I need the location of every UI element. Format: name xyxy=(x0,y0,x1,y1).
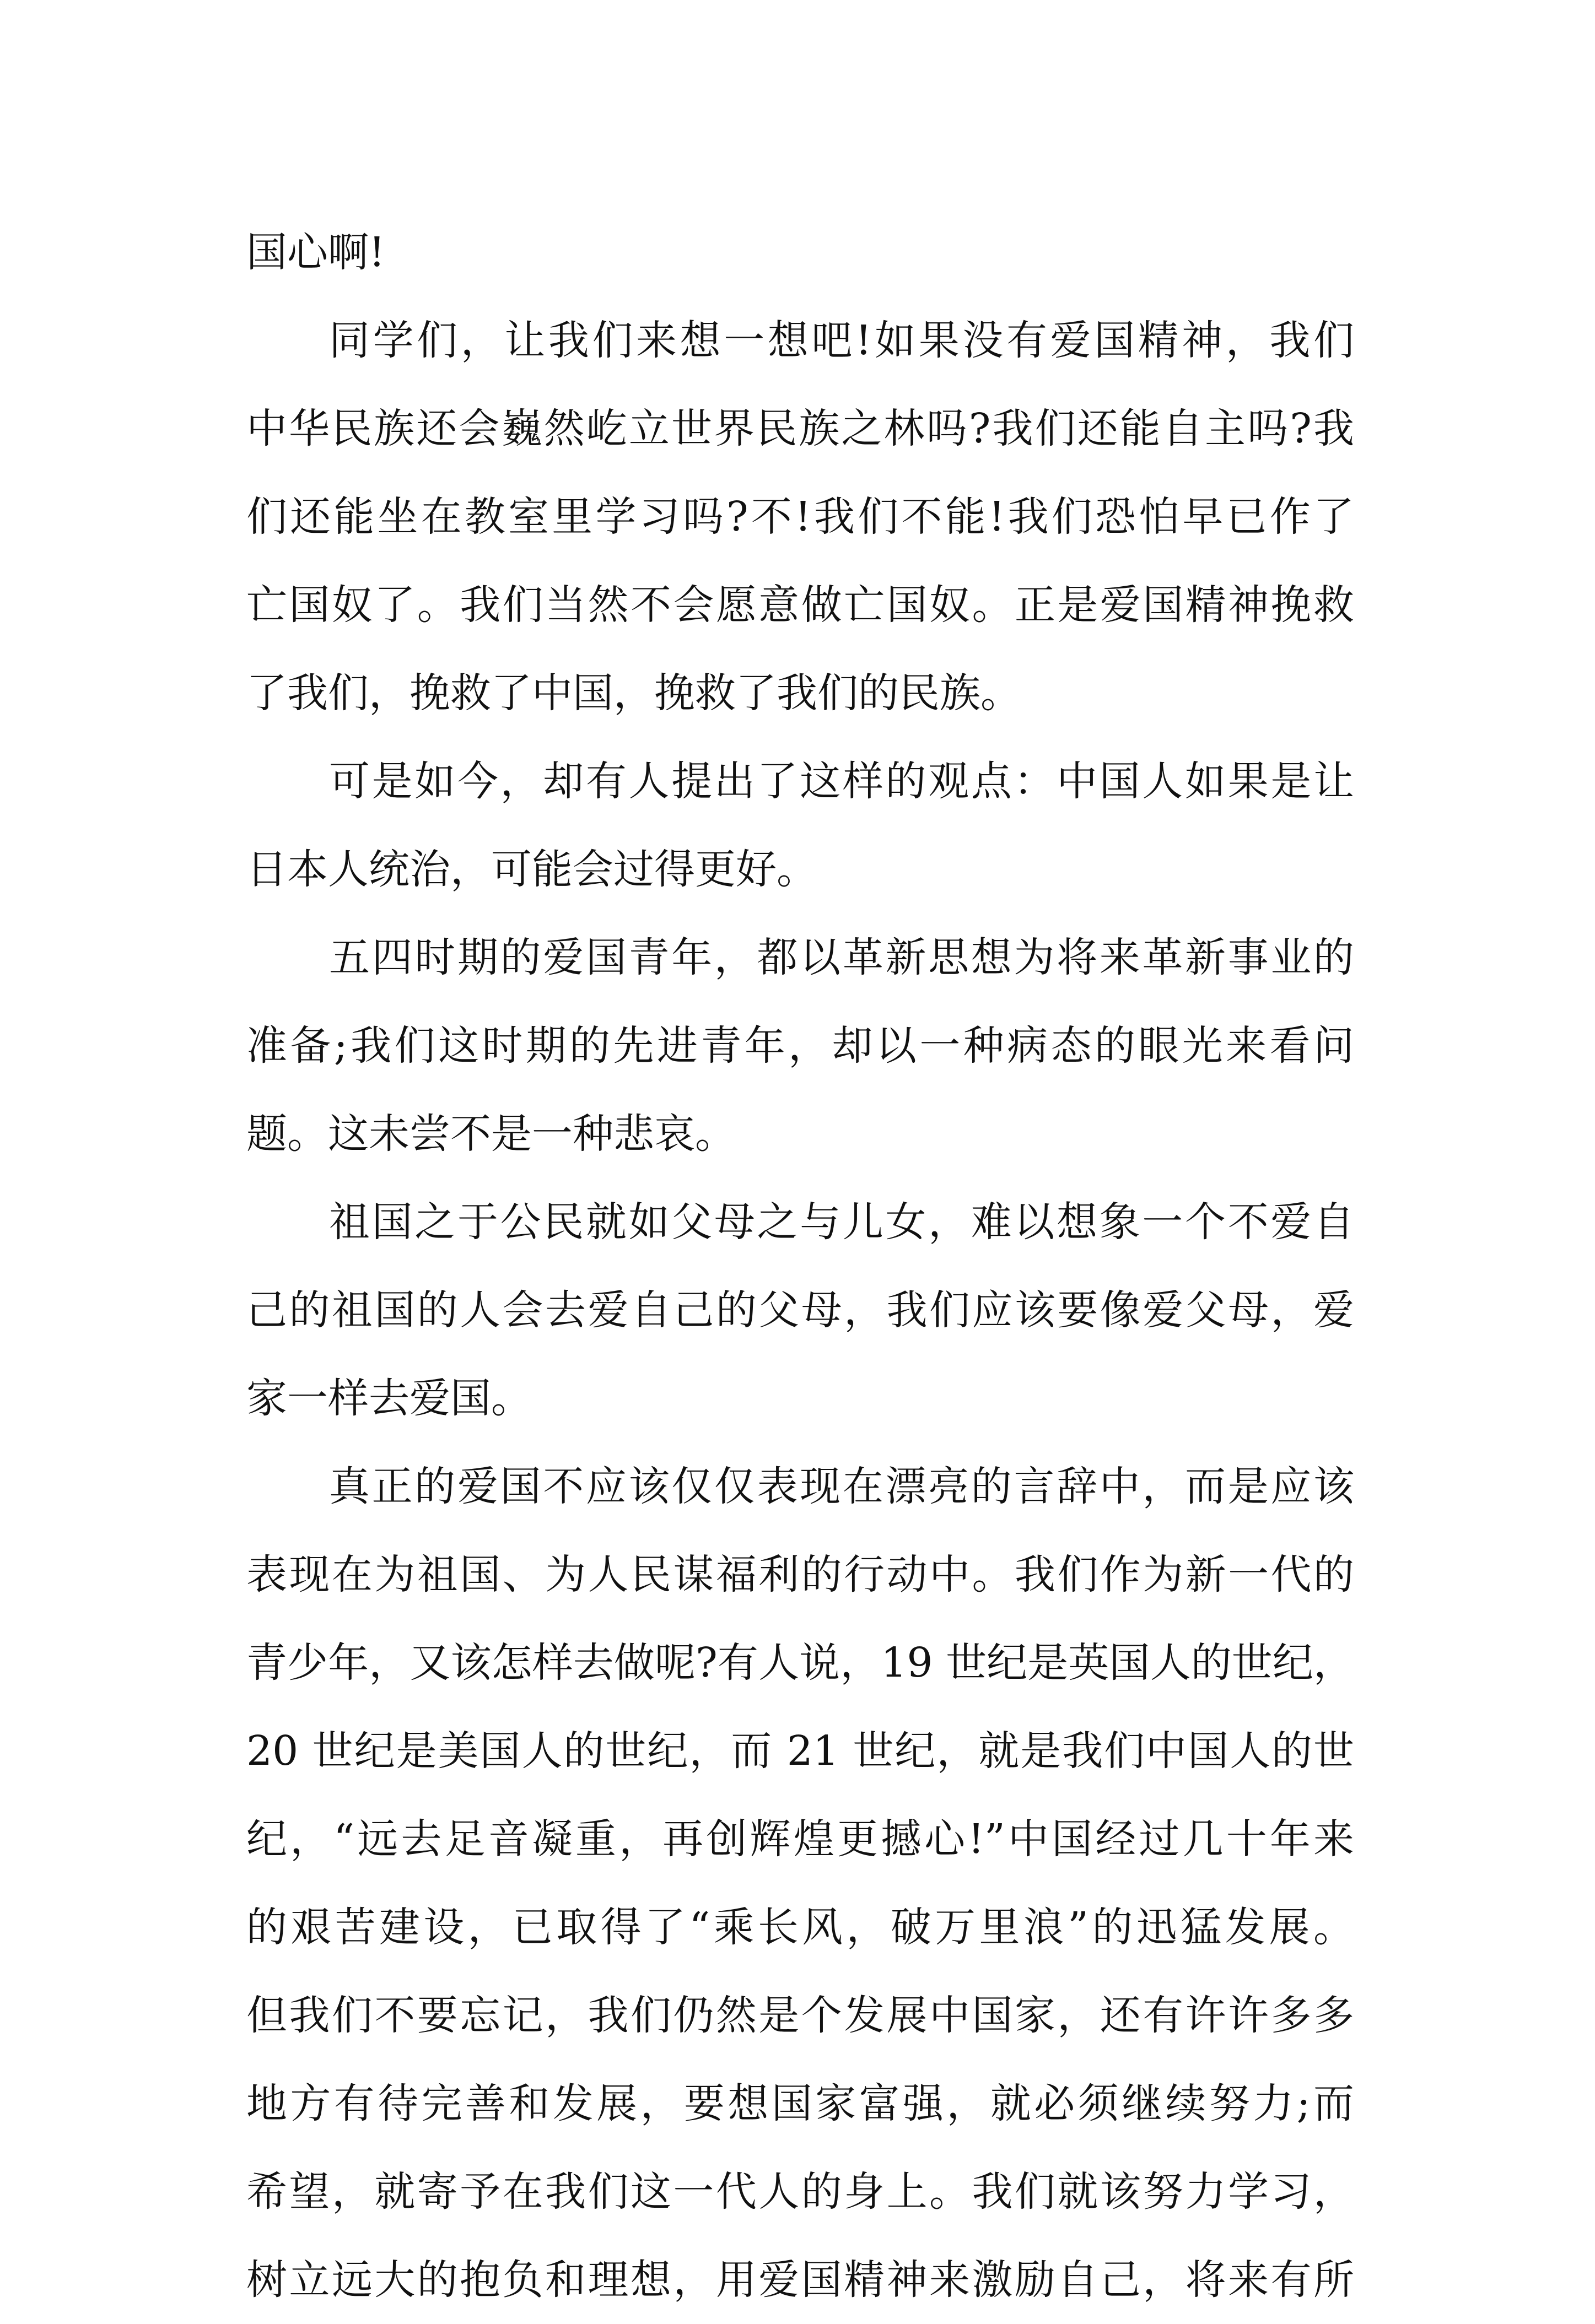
text-line: 地方有待完善和发展，要想国家富强，就必须继续努力;而 xyxy=(246,2080,1354,2127)
text-line: 己的祖国的人会去爱自己的父母，我们应该要像爱父母，爱 xyxy=(246,1287,1354,1334)
text-line: 亡国奴了。我们当然不会愿意做亡国奴。正是爱国精神挽救 xyxy=(246,581,1354,629)
text-line: 国心啊! xyxy=(246,229,385,276)
text-line: 20 世纪是美国人的世纪，而 21 世纪，就是我们中国人的世 xyxy=(246,1727,1354,1775)
document-body xyxy=(246,208,1354,2324)
text-line: 们还能坐在教室里学习吗?不!我们不能!我们恐怕早已作了 xyxy=(246,493,1354,541)
text-line: 纪，“远去足音凝重，再创辉煌更撼心!”中国经过几十年来 xyxy=(246,1815,1354,1863)
text-line: 希望，就寄予在我们这一代人的身上。我们就该努力学习， xyxy=(246,2168,1354,2215)
text-line: 日本人统治，可能会过得更好。 xyxy=(246,846,817,893)
text-line: 五四时期的爱国青年，都以革新思想为将来革新事业的 xyxy=(329,934,1354,981)
text-line: 中华民族还会巍然屹立世界民族之林吗?我们还能自主吗?我 xyxy=(246,405,1354,452)
text-line: 青少年，又该怎样去做呢?有人说，19 世纪是英国人的世纪， xyxy=(246,1639,1354,1687)
text-line: 同学们，让我们来想一想吧!如果没有爱国精神，我们 xyxy=(329,317,1354,364)
text-line: 表现在为祖国、为人民谋福利的行动中。我们作为新一代的 xyxy=(246,1551,1354,1598)
text-line: 准备;我们这时期的先进青年，却以一种病态的眼光来看问 xyxy=(246,1022,1354,1069)
text-line: 祖国之于公民就如父母之与儿女，难以想象一个不爱自 xyxy=(329,1198,1354,1246)
text-line: 家一样去爱国。 xyxy=(246,1375,532,1422)
text-line: 树立远大的抱负和理想，用爱国精神来激励自己，将来有所 xyxy=(246,2256,1354,2304)
text-line: 的艰苦建设，已取得了“乘长风，破万里浪”的迅猛发展。 xyxy=(246,1904,1354,1951)
text-line: 但我们不要忘记，我们仍然是个发展中国家，还有许许多多 xyxy=(246,1992,1354,2039)
text-line: 题。这未尝不是一种悲哀。 xyxy=(246,1110,736,1158)
text-line: 了我们，挽救了中国，挽救了我们的民族。 xyxy=(246,669,1021,717)
text-line: 可是如今，却有人提出了这样的观点：中国人如果是让 xyxy=(329,758,1354,805)
text-line: 真正的爱国不应该仅仅表现在漂亮的言辞中，而是应该 xyxy=(329,1463,1354,1510)
